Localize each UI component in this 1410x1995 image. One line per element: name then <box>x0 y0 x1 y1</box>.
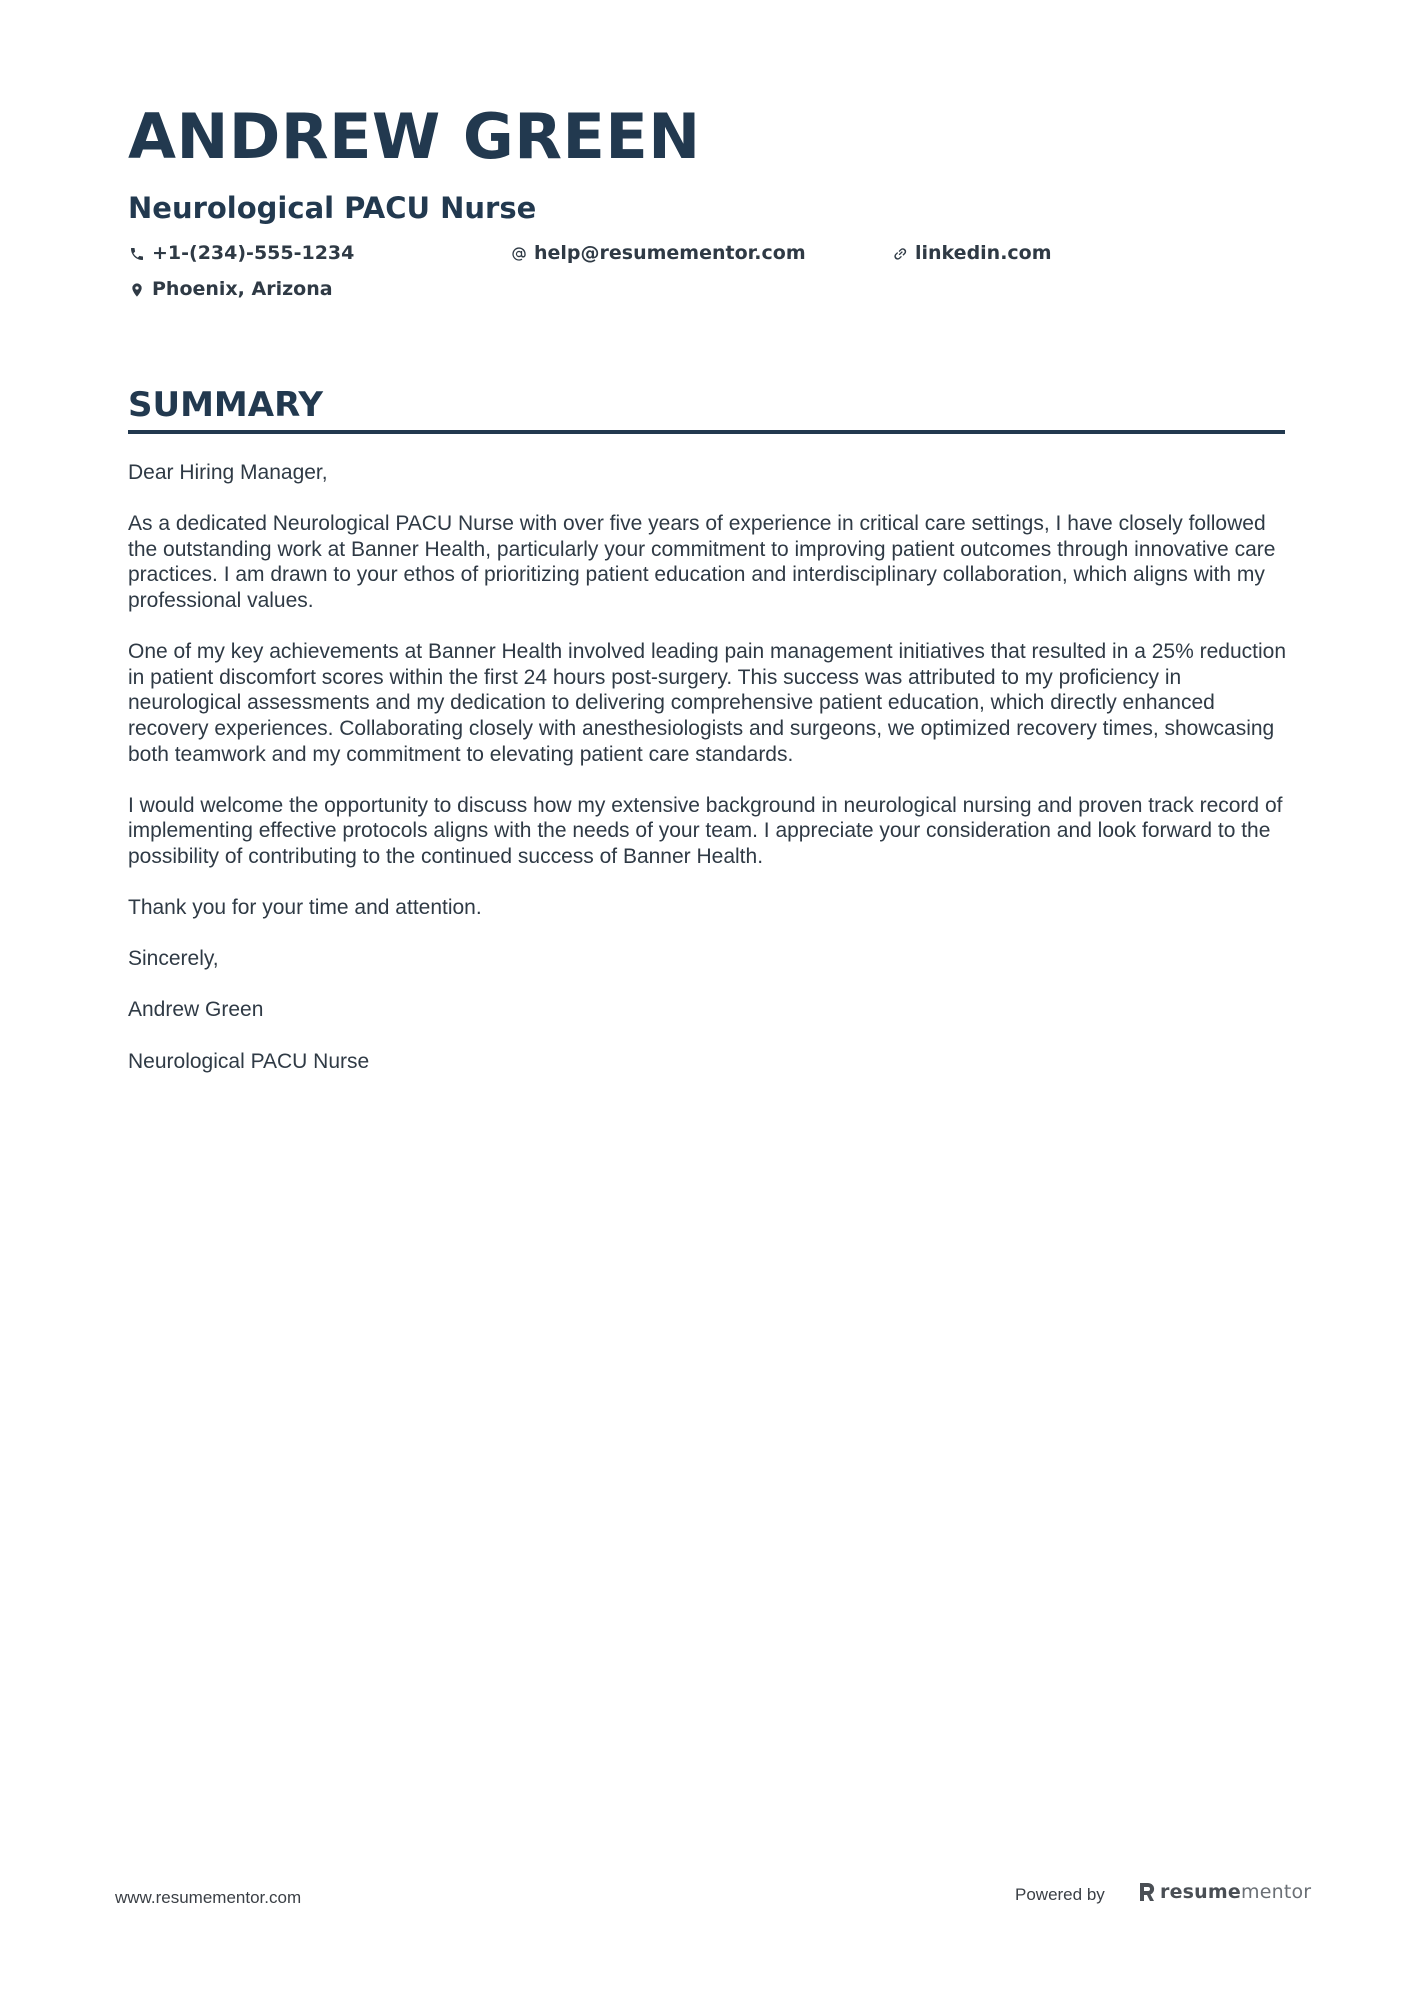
letter-paragraph-intro: As a dedicated Neurological PACU Nurse with over five years of experience in critical care settings, I have closely followed the outstanding work at Banner Health, particularly your commitment to improving patient outcomes through innovative care practices. I am drawn to your ethos of prioritizing patient education and interdisciplinary collaboration, which aligns with my professional values. <box>128 512 1276 612</box>
summary-heading: SUMMARY <box>128 385 324 425</box>
letter-signature-title: Neurological PACU Nurse <box>128 1049 370 1073</box>
contact-email-text[interactable]: help@resumementor.com <box>534 242 806 264</box>
contact-email <box>510 244 806 263</box>
at-icon <box>510 245 528 263</box>
phone-icon <box>128 245 146 263</box>
letter-signature-name: Andrew Green <box>128 998 264 1022</box>
footer-powered-by: Powered by <box>1015 1885 1105 1904</box>
letter-greeting: Dear Hiring Manager, <box>128 461 328 484</box>
letter-body <box>128 460 1290 1100</box>
resumementor-logo-icon <box>1138 1881 1156 1903</box>
contact-phone-text[interactable]: +1-(234)-555-1234 <box>152 242 355 264</box>
contact-location-text: Phoenix, Arizona <box>152 278 333 300</box>
letter-paragraph-achievements: One of my key achievements at Banner Health involved leading pain management initiatives that resulted in a 25% reduction in patient discomfort scores within the first 24 hours post-surgery. This success was attributed to my proficiency in neurological assessments and my dedication to delivering comprehensive patient education, which directly enhanced recovery experiences. Collaborating closely with anesthesiologists and surgeons, we optimized recovery times, showcasing both teamwork and my commitment to elevating patient care standards. <box>128 640 1287 766</box>
letter-signoff: Sincerely, <box>128 947 219 971</box>
contact-linkedin <box>891 244 1052 263</box>
letter-paragraph-closing: I would welcome the opportunity to discuss how my extensive background in neurological nursing and proven track record of implementing effective protocols aligns with the needs of your team. I appreciate your consideration and look forward to the possibility of contributing to the continued success of Banner Health. <box>128 793 1283 868</box>
contact-phone <box>128 244 354 263</box>
logo-text-bold: resume <box>1160 1881 1241 1903</box>
footer-brand-logo[interactable] <box>1138 1881 1311 1903</box>
link-icon <box>891 245 909 263</box>
contact-location <box>128 280 333 299</box>
applicant-name: ANDREW GREEN <box>128 100 701 173</box>
logo-text-regular: mentor <box>1240 1881 1312 1903</box>
letter-thanks: Thank you for your time and attention. <box>128 896 482 920</box>
footer-website-link[interactable]: www.resumementor.com <box>115 1888 302 1907</box>
map-pin-icon <box>128 281 146 299</box>
contact-linkedin-text[interactable]: linkedin.com <box>915 242 1052 264</box>
applicant-job-title: Neurological PACU Nurse <box>128 191 537 225</box>
resumementor-logo-text <box>1160 1881 1311 1903</box>
summary-divider <box>128 430 1285 434</box>
